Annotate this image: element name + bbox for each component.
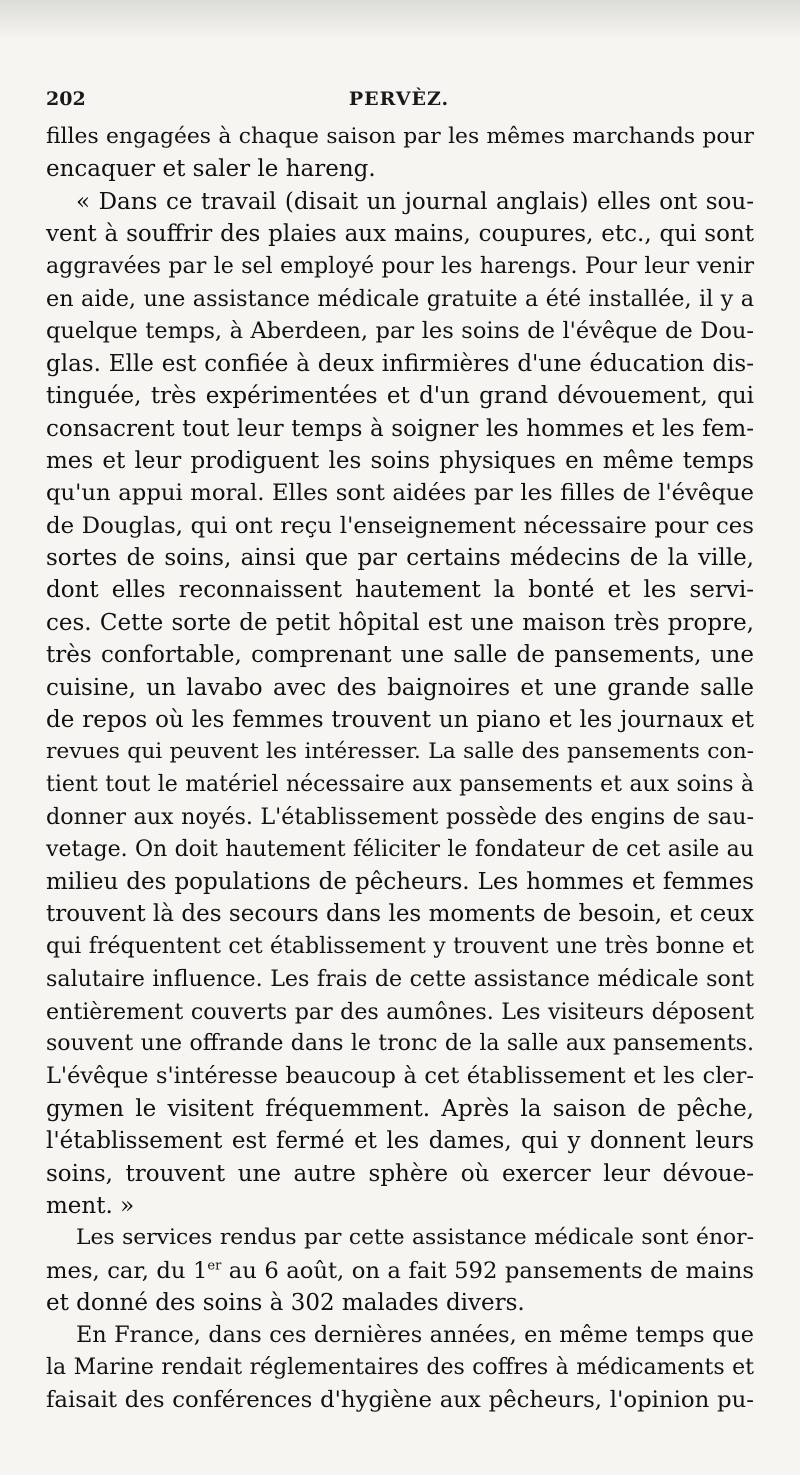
text-line: vent à souffrir des plaies aux mains, coupures, etc., qui sont <box>46 221 754 248</box>
text-line: l'établissement est fermé et les dames, qui y donnent leurs <box>46 1128 754 1155</box>
text-line-part: au 6 août, on a fait 592 pansements de mains <box>221 1257 754 1284</box>
text-line: très confortable, comprenant une salle de pansements, une <box>46 642 754 669</box>
text-line: la Marine rendait réglementaires des coffres à médicaments et <box>46 1354 754 1380</box>
text-line: trouvent là des secours dans les moments de besoin, et ceux <box>46 901 754 928</box>
text-line: entièrement couverts par des aumônes. Les visiteurs déposent <box>46 998 754 1025</box>
body-text <box>46 121 754 1417</box>
text-line: faisait des conférences d'hygiène aux pêcheurs, l'opinion pu- <box>46 1387 754 1414</box>
text-line: ces. Cette sorte de petit hôpital est une maison très propre, <box>46 609 754 636</box>
text-line: vetage. On doit hautement féliciter le fondateur de cet asile au <box>46 836 754 862</box>
text-line: « Dans ce travail (disait un journal anglais) elles ont sou- <box>76 188 754 215</box>
text-line: quelque temps, à Aberdeen, par les soins de l'évêque de Dou- <box>46 318 754 345</box>
page-number: 202 <box>46 88 86 110</box>
text-line: dont elles reconnaissent hautement la bonté et les servi- <box>46 577 754 604</box>
text-line: de Douglas, qui ont reçu l'enseignement nécessaire pour ces <box>46 512 754 539</box>
text-line: tient tout le matériel nécessaire aux pansements et aux soins à <box>46 771 754 797</box>
text-line: L'évêque s'intéresse beaucoup à cet établissement et les cler- <box>46 1063 754 1090</box>
text-line: En France, dans ces dernières années, en même temps que <box>76 1322 754 1349</box>
text-line: de repos où les femmes trouvent un piano et les journaux et <box>46 707 754 734</box>
text-line: revues qui peuvent les intéresser. La salle des pansements con- <box>46 739 754 765</box>
scan-shadow <box>0 0 800 40</box>
text-line: consacrent tout leur temps à soigner les hommes et les fem- <box>46 415 754 442</box>
ordinal-superscript: er <box>207 1258 222 1274</box>
text-line <box>46 1255 754 1287</box>
page-header <box>46 88 752 118</box>
text-line: ment. » <box>46 1192 135 1219</box>
text-line: milieu des populations de pêcheurs. Les hommes et femmes <box>46 868 754 895</box>
text-line: en aide, une assistance médicale gratuite a été installée, il y a <box>46 285 754 312</box>
text-line: souvent une offrande dans le tronc de la salle aux pansements. <box>46 1030 754 1056</box>
text-line: tinguée, très expérimentées et d'un grand dévouement, qui <box>46 383 754 410</box>
text-line: filles engagées à chaque saison par les mêmes marchands pour <box>46 124 754 149</box>
running-title: PERVÈZ. <box>348 88 450 110</box>
text-line: gymen le visitent fréquemment. Après la saison de pêche, <box>46 1095 754 1122</box>
text-line: cuisine, un lavabo avec des baignoires et une grande salle <box>46 674 754 701</box>
text-line: qu'un appui moral. Elles sont aidées par les filles de l'évêque <box>46 480 754 507</box>
text-line: salutaire influence. Les frais de cette assistance médicale sont <box>46 966 754 993</box>
text-line: donner aux noyés. L'établissement possède des engins de sau- <box>46 804 754 831</box>
text-line: et donné des soins à 302 malades divers. <box>46 1290 525 1317</box>
text-line: qui fréquentent cet établissement y trouvent une très bonne et <box>46 933 754 959</box>
text-line: glas. Elle est confiée à deux infirmières d'une éducation dis- <box>46 350 754 377</box>
text-line: sortes de soins, ainsi que par certains médecins de la ville, <box>46 545 754 572</box>
text-line-part: mes, car, du 1 <box>46 1257 208 1284</box>
text-line: soins, trouvent une autre sphère où exercer leur dévoue- <box>46 1160 754 1187</box>
text-line: encaquer et saler le hareng. <box>46 156 376 183</box>
text-line: aggravées par le sel employé pour les harengs. Pour leur venir <box>46 253 754 279</box>
text-line: mes et leur prodiguent les soins physiques en même temps <box>46 447 754 474</box>
text-line: Les services rendus par cette assistance médicale sont énor- <box>76 1225 754 1251</box>
